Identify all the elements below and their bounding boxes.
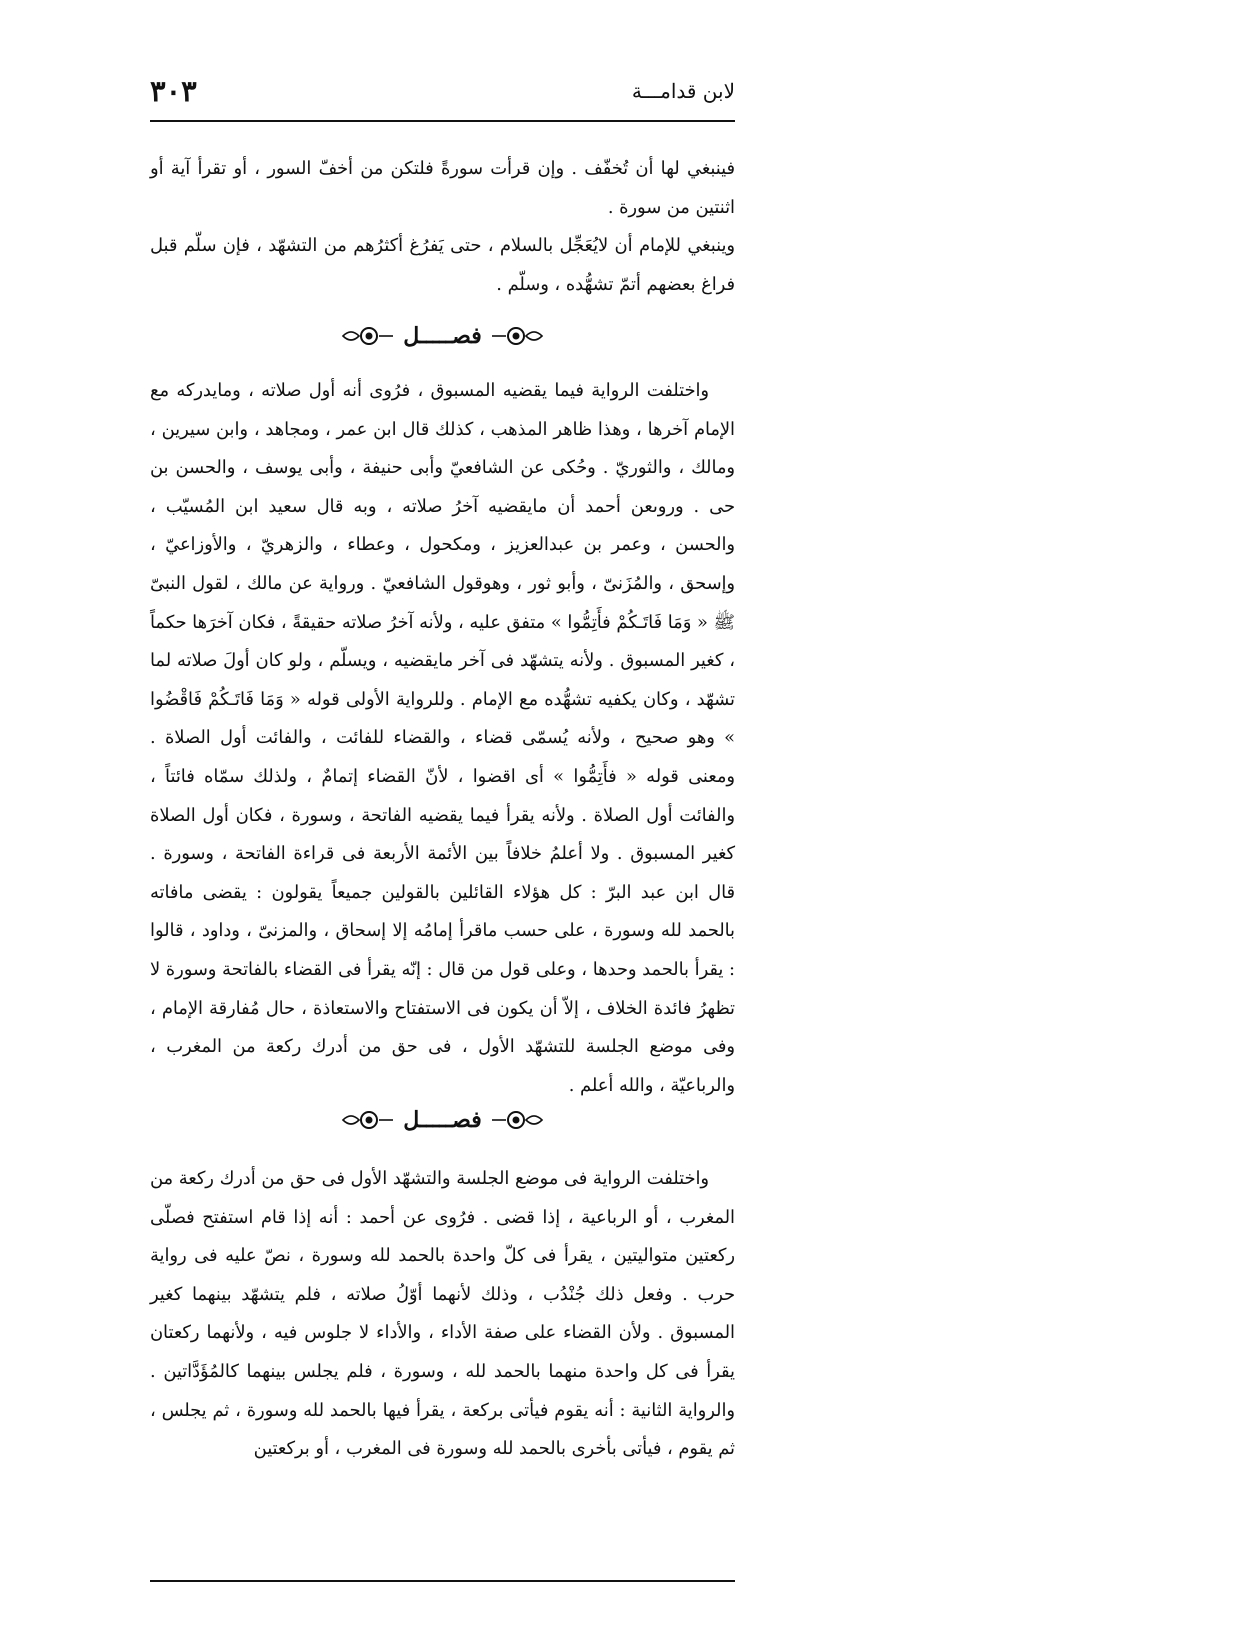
footer-rule (150, 1580, 735, 1582)
running-title: لابن قدامـــة (631, 79, 735, 103)
fleuron-ornament-icon (339, 1109, 395, 1131)
section-2-text (150, 1160, 735, 1469)
paragraph: فينبغي لها أن تُخفّف . وإن قرأت سورةً فلتكن من أخفّ السور ، أو تقرأ آية أو اثنتين من سورة . (150, 158, 735, 218)
paragraph: واختلفت الرواية فى موضع الجلسة والتشهّد الأول فى حق من أدرك ركعة من المغرب ، أو الرباعية ، إذا قضى . فرُوى عن أحمد : أنه إذا قام استفتح فصلّى ركعتين متواليتين ، يقرأ فى كلّ واحدة بالحمد لله وسورة ، نصّ عليه فى رواية حرب . وفعل ذلك جُنْدُب ، وذلك لأنهما أوّلُ صلاته ، فلم يتشهّد بينهما كغير المسبوق . ولأن القضاء على صفة الأداء ، والأداء لا جلوس فيه ، ولأنهما ركعتان يقرأ فى كل واحدة منهما بالحمد لله ، وسورة ، فلم يجلس بينهما كالمُؤَدَّاتين . والرواية الثانية : أنه يقوم فيأتى بركعة ، يقرأ فيها بالحمد لله وسورة ، ثم يجلس ، ثم يقوم ، فيأتى بأخرى بالحمد لله وسورة فى المغرب ، أو بركعتين (150, 1168, 735, 1460)
section-title: فصـــــل (403, 1107, 482, 1133)
section-1-text (150, 372, 735, 1105)
page-header (150, 74, 735, 108)
intro-text (150, 150, 735, 304)
fleuron-ornament-icon (490, 1109, 546, 1131)
fleuron-ornament-icon (339, 325, 395, 347)
paragraph: واختلفت الرواية فيما يقضيه المسبوق ، فرُوى أنه أول صلاته ، ومايدركه مع الإمام آخرها ، وهذا ظاهر المذهب ، كذلك قال ابن عمر ، ومجاهد ، وابن سيرين ، ومالك ، والثوريّ . وحُكى عن الشافعيّ وأبى حنيفة ، وأبى يوسف ، والحسن بن حى . وروىعن أحمد أن مايقضيه آخرُ صلاته ، وبه قال سعيد ابن المُسيّب ، والحسن ، وعمر بن عبدالعزيز ، ومكحول ، وعطاء ، والزهريّ ، والأوزاعيّ ، وإسحق ، والمُزَنىّ ، وأبو ثور ، وهوقول الشافعيّ . ورواية عن مالك ، لقول النبىّ ﷺ « وَمَا فَاتَـكُمْ فأَتِمُّوا » متفق عليه ، ولأنه آخرُ صلاته حقيقةً ، فكان آخرَها حكماً ، كغير المسبوق . ولأنه يتشهّد فى آخر مايقضيه ، ويسلّم ، ولو كان أولَ صلاته لما تشهّد ، وكان يكفيه تشهُّده مع الإمام . وللرواية الأولى قوله « وَمَا فَاتَـكُمْ فَاقْضُوا » وهو صحيح ، ولأنه يُسمّى قضاء ، والقضاء للفائت ، والفائت أول الصلاة . ومعنى قوله « فأَتِمُّوا » أى اقضوا ، لأنّ القضاء إتمامٌ ، ولذلك سمّاه فائتاً ، والفائت أول الصلاة . ولأنه يقرأ فيما يقضيه الفاتحة ، وسورة ، فكان أول الصلاة كغير المسبوق . ولا أعلمُ خلافاً بين الأئمة الأربعة فى قراءة الفاتحة ، وسورة . قال ابن عبد البرّ : كل هؤلاء القائلين بالقولين جميعاً يقولون : يقضى مافاته بالحمد لله وسورة ، على حسب ماقرأ إمامُه إلا إسحاق ، والمزنىّ ، وداود ، قالوا : يقرأ بالحمد وحدها ، وعلى قول من قال : إنّه يقرأ فى القضاء بالفاتحة وسورة لا تظهرُ فائدة الخلاف ، إلاّ أن يكون فى الاستفتاح والاستعاذة ، حال مُفارقة الإمام ، وفى موضع الجلسة للتشهّد الأول ، فى حق من أدرك ركعة من المغرب ، والرباعيّة ، والله أعلم . (150, 380, 735, 1096)
section-title: فصـــــل (403, 323, 482, 349)
section-heading-1 (150, 316, 735, 356)
page-number: ٣٠٣ (150, 74, 197, 108)
header-rule (150, 120, 735, 122)
paragraph: وينبغي للإمام أن لايُعَجِّل بالسلام ، حتى يَفرُغ أكثرُهم من التشهّد ، فإن سلّم قبل فراغ بعضهم أتمّ تشهُّده ، وسلّم . (150, 235, 735, 295)
section-heading-2 (150, 1100, 735, 1140)
fleuron-ornament-icon (490, 325, 546, 347)
